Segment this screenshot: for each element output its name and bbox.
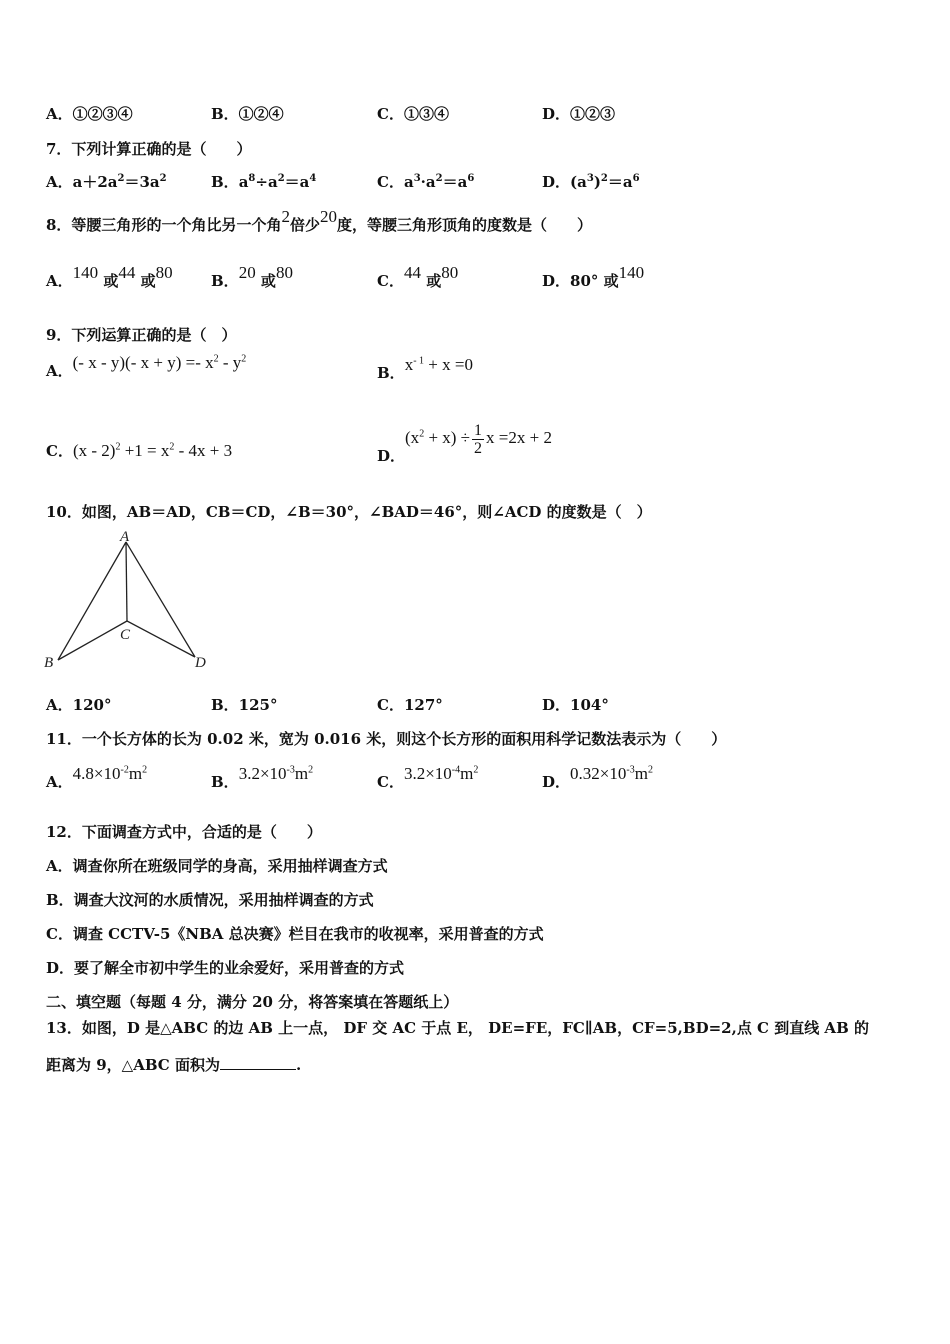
q11-option-c: C．$3.2\times 10^{-4}m^2$ (377, 764, 479, 791)
fraction-one-half: $\frac{1}{2}$ (474, 422, 483, 457)
q12-option-a: A．调查你所在班级同学的身高，采用抽样调查方式 (46, 857, 388, 875)
segment-ad (126, 542, 195, 657)
q7-stem: 7．下列计算正确的是（ ） (46, 140, 252, 158)
q10-figure (40, 528, 220, 673)
q11-option-a: A．$4.8\times 10^{-2}m^2$ (46, 764, 148, 791)
q10-option-b: B．125° (211, 696, 278, 714)
q6-option-c: C．①③④ (377, 105, 449, 123)
q9-option-b: B．$x^{- 1} + x =0$ (377, 355, 473, 382)
triangle-diagram (40, 528, 220, 673)
q11-option-b: B．$3.2\times 10^{-3}m^2$ (211, 764, 314, 791)
point-a-label: A (120, 529, 130, 545)
q10-option-a: A．120° (46, 696, 112, 714)
q9-option-c: C．$(x - 2)^2 +1 = x^2 - 4x + 3$ (46, 441, 233, 460)
q10-option-c: C．127° (377, 696, 443, 714)
point-d-label: D (195, 655, 206, 671)
q13-line-1: 13．如图，D 是△ABC 的边 AB 上一点， DF 交 AC 于点 E， DE=FE，FC∥AB，CF=5,BD=2,点 C 到直线 AB 的 (46, 1019, 869, 1037)
q10-option-d: D．104° (542, 696, 609, 714)
q9-stem: 9．下列运算正确的是（ ） (46, 326, 237, 344)
q9-option-d: D．$(x^2 + x)$ ÷ $\frac{1}{2}$ x =2x + 2 (377, 422, 552, 466)
point-b-label: B (44, 655, 54, 671)
q7-option-b: B．$a^8\div a^2=a^4$ (211, 173, 317, 191)
point-c-label: C (120, 627, 131, 643)
q12-stem: 12．下面调查方式中，合适的是（ ） (46, 823, 322, 841)
q12-option-b: B．调查大汶河的水质情况，采用抽样调查的方式 (46, 891, 374, 909)
q6-option-d: D．①②③ (542, 105, 616, 123)
q7-option-d: D．$(a^3)^2=a^6$ (542, 173, 640, 191)
q8-option-a: A．140 或44 或80 (46, 263, 173, 290)
q8-option-d: D．80° 或140 (542, 263, 645, 290)
q8-stem: 8．等腰三角形的一个角比另一个角2倍少20度，等腰三角形顶角的度数是（ ） (46, 207, 592, 234)
q7-option-a: A．$a+2a^2=3a^2$ (46, 173, 167, 191)
q11-option-d: D．$0.32\times 10^{-3}m^2$ (542, 764, 653, 791)
q8-option-c: C．44 或80 (377, 263, 459, 290)
segment-bc (58, 621, 127, 660)
q12-option-d: D．要了解全市初中学生的业余爱好，采用普查的方式 (46, 959, 405, 977)
section-heading-fill-in: 二、填空题（每题 4 分，满分 20 分，将答案填在答题纸上） (46, 993, 459, 1011)
q13-line-2: 距离为 9，△ABC 面积为 . (46, 1056, 302, 1074)
q10-stem: 10．如图，AB＝AD，CB＝CD，∠B＝30°，∠BAD＝46°，则∠ACD 的度数是（ ） (46, 503, 652, 521)
q6-option-a: A．①②③④ (46, 105, 133, 123)
q9-option-a: A．(- x - y)(- $x + y) =- x^2 - y^2$ (46, 353, 247, 380)
q6-option-b: B．①②④ (211, 105, 284, 123)
q8-option-b: B．20 或80 (211, 263, 293, 290)
segment-ac (126, 542, 127, 621)
q11-stem: 11．一个长方体的长为 0.02 米，宽为 0.016 米，则这个长方形的面积用科学记数法表示为（ ） (46, 730, 727, 748)
q12-option-c: C．调查 CCTV-5《NBA 总决赛》栏目在我市的收视率，采用普查的方式 (46, 925, 544, 943)
segment-ab (58, 542, 126, 660)
answer-blank[interactable] (220, 1055, 296, 1070)
q7-option-c: C．$a^3\cdot a^2=a^6$ (377, 173, 475, 191)
